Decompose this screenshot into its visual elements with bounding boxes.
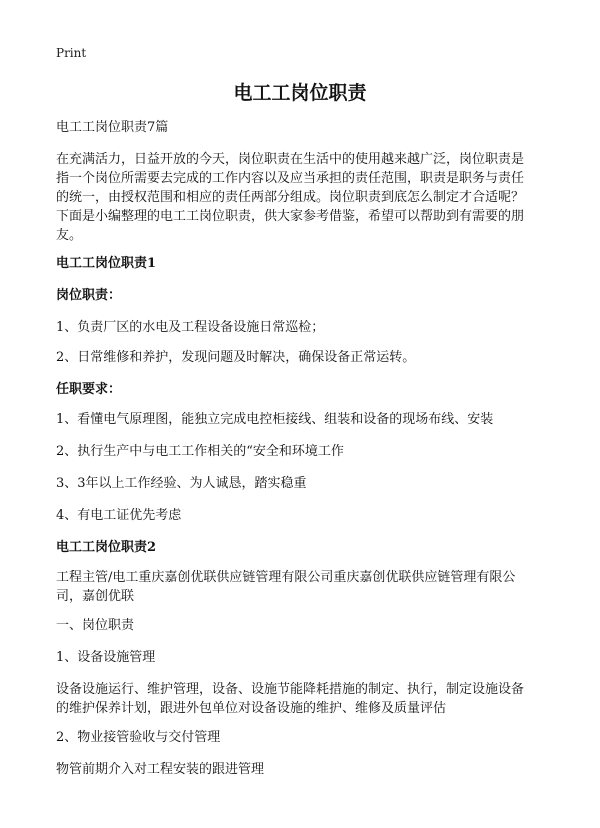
duty-item: 1、负责厂区的水电及工程设备设施日常巡检； <box>56 320 325 335</box>
document-title: 电工工岗位职责 <box>233 82 367 104</box>
intro-paragraph: 在充满活力，日益开放的今天，岗位职责在生活中的使用越来越广泛，岗位职责是 指一个岗位所需要去完成的工作内容以及应当承担的责任范围，职责是职务与责任 的统一，由授权范围和相应的责任两部分组成。岗位职责到底怎么制定才合适呢？ 下面是小编整理的电工工岗位职责，供大家参考借鉴，希望可以帮助到有需要的朋 友。 <box>56 152 525 243</box>
item2-heading: 2、物业接管验收与交付管理 <box>56 730 221 745</box>
print-label: Print <box>56 46 87 60</box>
requirements-heading: 任职要求： <box>56 382 122 397</box>
requirement-item: 2、执行生产中与电工工作相关的“安全和环境工作 <box>56 444 344 459</box>
section1-heading: 电工工岗位职责1 <box>56 256 157 271</box>
part-heading: 一、岗位职责 <box>56 618 135 633</box>
requirement-item: 3、3年以上工作经验、为人诚恳，踏实稳重 <box>56 476 307 491</box>
item1-paragraph: 设备设施运行、维护管理，设备、设施节能降耗措施的制定、执行，制定设施设备 的维护保养计划，跟进外包单位对设备设施的维护、维修及质量评估 <box>56 682 525 716</box>
duties-heading: 岗位职责： <box>56 288 122 303</box>
document-subtitle: 电工工岗位职责7篇 <box>56 120 169 135</box>
requirement-item: 4、有电工证优先考虑 <box>56 508 182 523</box>
item2-paragraph: 物管前期介入对工程安装的跟进管理 <box>56 762 265 777</box>
company-paragraph: 工程主管/电工重庆嘉创优联供应链管理有限公司重庆嘉创优联供应链管理有限公 司，嘉创优联 <box>56 570 516 604</box>
item1-heading: 1、设备设施管理 <box>56 650 156 665</box>
requirement-item: 1、看懂电气原理图，能独立完成电控柜接线、组装和设备的现场布线、安装 <box>56 412 494 427</box>
section2-heading: 电工工岗位职责2 <box>56 540 157 555</box>
duty-item: 2、日常维修和养护，发现问题及时解决，确保设备正常运转。 <box>56 350 416 365</box>
